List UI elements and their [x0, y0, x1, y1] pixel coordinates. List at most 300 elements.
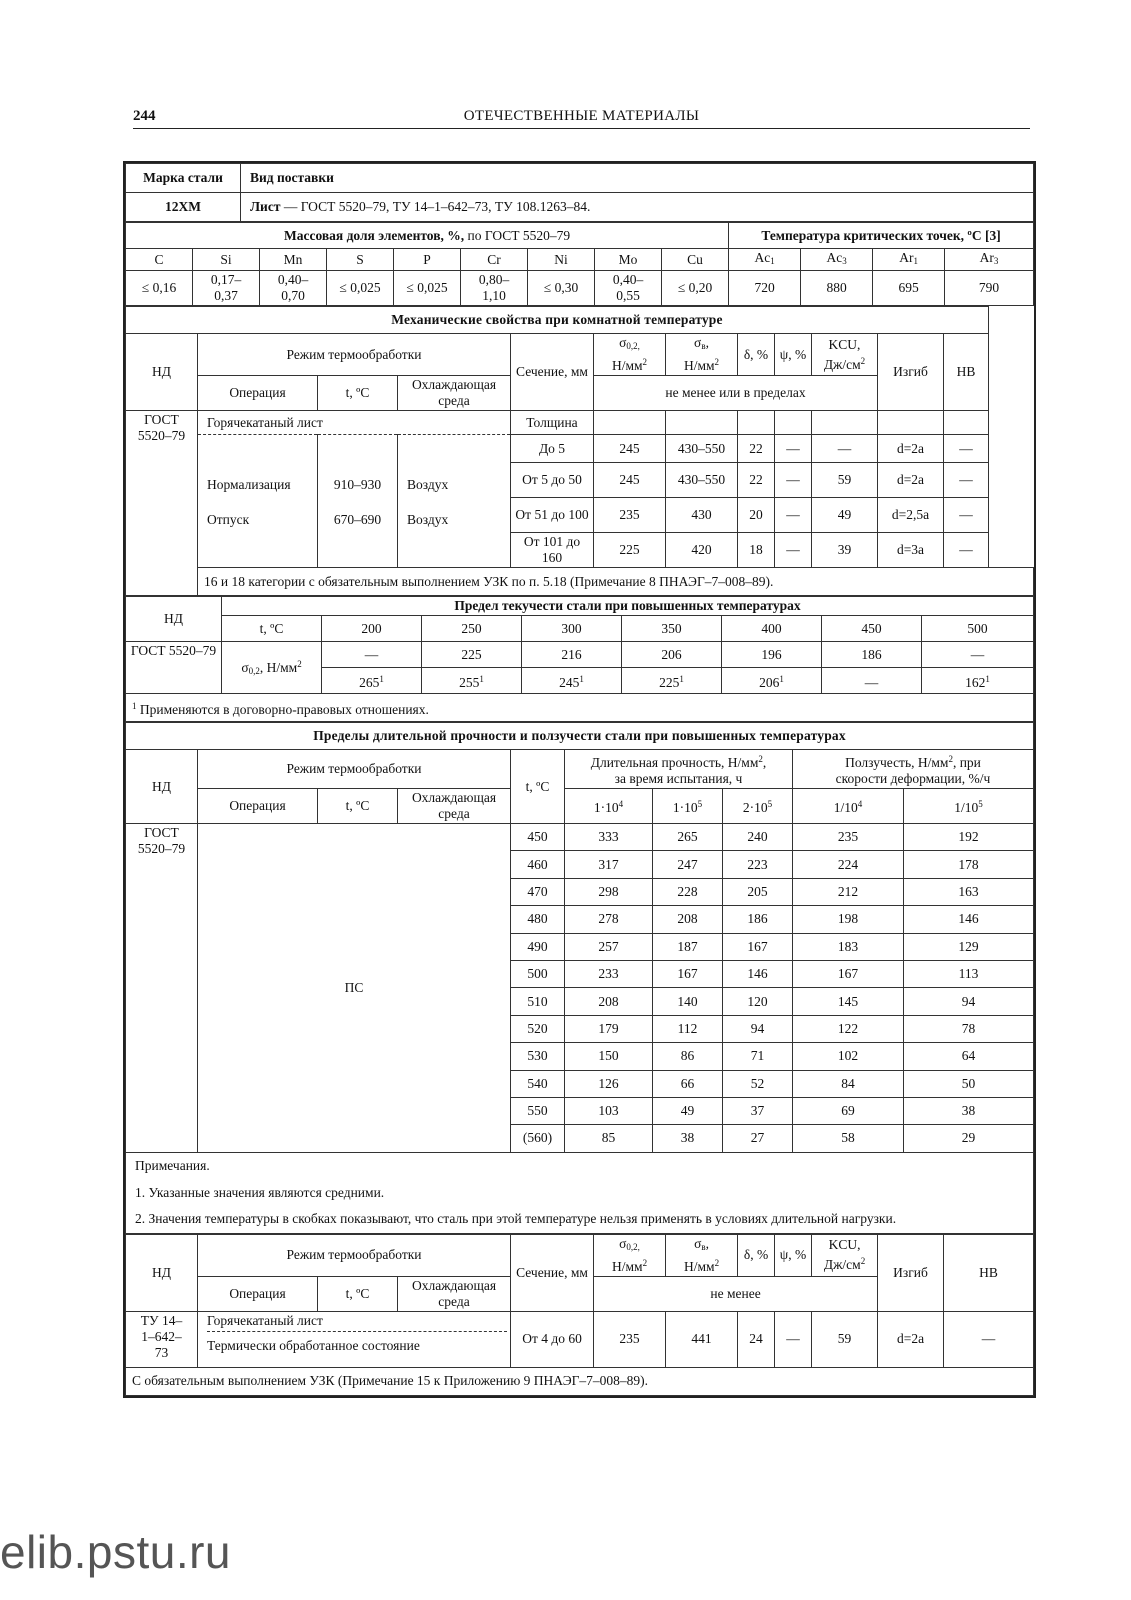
time-exp: 5: [697, 799, 703, 809]
creep-value: 129: [904, 933, 1034, 960]
tu-note: С обязательным выполнением УЗК (Примечание 15 к Приложению 9 ПНАЭГ–7–008–89).: [126, 1367, 1034, 1395]
creep-temp: 450: [511, 824, 565, 851]
critical-point-head: [729, 249, 801, 271]
cell-psi: —: [775, 435, 812, 463]
creep-value: 278: [565, 906, 653, 933]
yield-temp: 350: [622, 616, 722, 642]
yield-nd-head: НД: [126, 597, 222, 642]
critical-point-symbol: Ar: [899, 250, 914, 265]
creep-t-head: t, ºС: [318, 789, 398, 824]
composition-title-bold: Массовая доля элементов, %,: [283, 227, 465, 243]
critical-point-sub: 1: [913, 256, 918, 266]
composition-title: [126, 223, 729, 249]
tu-table: [125, 1234, 1034, 1396]
creep-note-0: Примечания.: [126, 1152, 1034, 1179]
op-cool-value: Воздух: [407, 477, 449, 492]
unit-label: , Н/мм: [259, 660, 298, 675]
sigma-sub: 0,2,: [626, 341, 640, 351]
mech-section-head: Сечение, мм: [511, 334, 594, 411]
creep-value: 178: [904, 851, 1034, 878]
creep-temp: (560): [511, 1125, 565, 1152]
steel-datasheet: [123, 161, 1036, 1398]
cell-psi: —: [775, 533, 812, 568]
sigma-sub: в: [701, 1241, 706, 1252]
yield-temp: 200: [322, 616, 422, 642]
creep-value: 140: [653, 988, 723, 1015]
critical-point-sub: 3: [993, 256, 999, 266]
unit-label: Н/мм: [683, 358, 715, 373]
mech-kcu-head: KCU, $Дж/см^2$: [812, 334, 878, 376]
creep-value: 167: [723, 933, 793, 960]
cell-delta: 20: [738, 498, 775, 533]
strength-head-b: , за время испытания, ч: [614, 755, 767, 786]
creep-value: 66: [653, 1070, 723, 1097]
kcu-label: KCU,: [828, 336, 861, 352]
element-symbol: P: [394, 249, 461, 271]
tu-hb-head: НВ: [944, 1234, 1034, 1311]
sigma-sub: 0,2,: [626, 1241, 640, 1252]
creep-value: 212: [793, 878, 904, 905]
cell-sb: 430–550: [666, 463, 738, 498]
cell-section: От 4 до 60: [511, 1311, 594, 1367]
creep-t-col-head: t, ºС: [511, 750, 565, 824]
cell-psi: —: [775, 498, 812, 533]
creep-temp: 510: [511, 988, 565, 1015]
creep-regime-head: Режим термообработки: [198, 750, 511, 789]
creep-op-head: Операция: [198, 789, 318, 824]
critical-point-value: 790: [945, 271, 1034, 306]
sigma-symbol: σ: [241, 660, 249, 675]
creep-value: 102: [793, 1043, 904, 1070]
cell-kcu: 39: [812, 533, 878, 568]
tu-section-head: Сечение, мм: [511, 1234, 594, 1311]
cell-sb: 420: [666, 533, 738, 568]
yield-value-contract: [322, 668, 422, 694]
yield-nd-value: ГОСТ 5520–79: [126, 642, 222, 694]
mech-t-head: t, ºС: [318, 376, 398, 411]
cell-hb: —: [944, 533, 989, 568]
creep-temp: 520: [511, 1015, 565, 1042]
creep-note-2: 2. Значения температуры в скобках показывают, что сталь при этой температуре нельзя применять в условиях длительной нагрузки.: [126, 1206, 1034, 1233]
creep-nd-value: ГОСТ 5520–79: [126, 824, 198, 1153]
tu-psi-head: ψ, %: [775, 1234, 812, 1276]
creep-value: 257: [565, 933, 653, 960]
yield-table: [125, 596, 1034, 722]
element-symbol: Mo: [595, 249, 662, 271]
yield-value-contract: [422, 668, 522, 694]
mech-nd-head: НД: [126, 334, 198, 411]
yield-sigma-label: $\sigma_{0,2}$, $Н/мм^2$: [222, 642, 322, 694]
grade-table: [125, 163, 1034, 222]
element-symbol: C: [126, 249, 193, 271]
tu-cool-head: Охлаждающая среда: [398, 1276, 511, 1311]
tu-t-head: t, ºС: [318, 1276, 398, 1311]
tu-hot-rolled: Горячекатаный лист: [207, 1313, 507, 1332]
footnote-mark: 1: [132, 700, 137, 711]
footnote-mark: 1: [479, 673, 484, 684]
creep-value: 192: [904, 824, 1034, 851]
element-value: 0,17– 0,37: [193, 271, 260, 306]
table-row: [126, 824, 1034, 851]
tu-regime-cell: [198, 1311, 511, 1367]
creep-rate-col-head: [904, 789, 1034, 824]
creep-value: 38: [904, 1097, 1034, 1124]
yield-value: —: [922, 642, 1034, 668]
yield-value-contract: [822, 668, 922, 694]
critical-point-value: 720: [729, 271, 801, 306]
cell-s02: 245: [594, 463, 666, 498]
mech-limits-head: не менее или в пределах: [594, 376, 878, 411]
creep-value: 145: [793, 988, 904, 1015]
creep-temp: 550: [511, 1097, 565, 1124]
creep-value: 228: [653, 878, 723, 905]
comma: ,: [705, 1235, 709, 1251]
tu-limits-head: не менее: [594, 1276, 878, 1311]
mech-cool-cell: [398, 435, 511, 568]
creep-value: 179: [565, 1015, 653, 1042]
cell-bend: d=2,5a: [878, 498, 944, 533]
creep-head-b: , при скорости деформации, %/ч: [835, 755, 991, 786]
creep-value: 208: [653, 906, 723, 933]
sigma-sub: в: [701, 341, 706, 351]
composition-title-rest: по ГОСТ 5520–79: [464, 227, 571, 243]
creep-value: 163: [904, 878, 1034, 905]
yield-value-contract: [722, 668, 822, 694]
yield-value: —: [322, 642, 422, 668]
cell-s02: 235: [594, 498, 666, 533]
creep-value: 29: [904, 1125, 1034, 1152]
supply-label: Вид поставки: [241, 164, 1034, 193]
element-value: 0,40– 0,70: [260, 271, 327, 306]
mech-sb-head: $\sigma_в$, $Н/мм^2$: [666, 334, 738, 376]
kcu-unit: Дж/см: [823, 1257, 861, 1273]
critical-point-sub: 3: [842, 256, 847, 266]
creep-time-head: [653, 789, 723, 824]
creep-value: 103: [565, 1097, 653, 1124]
creep-value: 187: [653, 933, 723, 960]
yield-value: 186: [822, 642, 922, 668]
creep-nd-head: НД: [126, 750, 198, 824]
critical-point-symbol: Ac: [826, 250, 843, 265]
op-tempering: Отпуск: [207, 512, 250, 527]
creep-time-head: [723, 789, 793, 824]
mech-title: Механические свойства при комнатной температуре: [126, 307, 989, 334]
time-base: 1·10: [593, 800, 619, 815]
cell-section: До 5: [511, 435, 594, 463]
creep-value: 112: [653, 1015, 723, 1042]
critical-point-value: 695: [873, 271, 945, 306]
creep-value: 265: [653, 824, 723, 851]
mech-s02-head: $\sigma_{0,2,}$ $Н/мм^2$: [594, 334, 666, 376]
yield-value: 225: [422, 642, 522, 668]
page-title: ОТЕЧЕСТВЕННЫЕ МАТЕРИАЛЫ: [463, 108, 700, 124]
mech-delta-head: δ, %: [738, 334, 775, 376]
creep-value: 120: [723, 988, 793, 1015]
strength-head-a: Длительная прочность, Н/мм: [590, 755, 759, 770]
time-exp: 5: [767, 799, 773, 809]
creep-value: 52: [723, 1070, 793, 1097]
critical-point-sub: 1: [770, 256, 775, 266]
mech-op-head: Операция: [198, 376, 318, 411]
creep-value: 94: [723, 1015, 793, 1042]
creep-temp: 470: [511, 878, 565, 905]
critical-point-head: [873, 249, 945, 271]
yield-value-contract: [522, 668, 622, 694]
yield-value: 196: [722, 642, 822, 668]
tu-nd-value: ТУ 14– 1–642– 73: [126, 1311, 198, 1367]
op-cool-value: Воздух: [407, 512, 449, 527]
tu-nd-head: НД: [126, 1234, 198, 1311]
creep-value: 71: [723, 1043, 793, 1070]
creep-temp: 460: [511, 851, 565, 878]
unit-label: Н/мм: [611, 1258, 643, 1274]
tu-bend-head: Изгиб: [878, 1234, 944, 1311]
creep-value: 150: [565, 1043, 653, 1070]
creep-cool-head: Охлаждающая среда: [398, 789, 511, 824]
creep-temp: 540: [511, 1070, 565, 1097]
rate-base: 1/10: [954, 800, 979, 815]
creep-strength-head: Длительная прочность, $Н/мм^2$, за время испытания, ч: [565, 750, 793, 789]
creep-value: 49: [653, 1097, 723, 1124]
yield-value-num: —: [864, 674, 879, 690]
creep-value: 69: [793, 1097, 904, 1124]
grade-value: 12ХМ: [126, 193, 241, 222]
unit-label: Н/мм: [683, 1258, 715, 1274]
yield-title: Предел текучести стали при повышенных температурах: [222, 597, 1034, 616]
creep-table: [125, 722, 1034, 1234]
critical-point-head: [945, 249, 1034, 271]
cell-sb: 441: [666, 1311, 738, 1367]
creep-value: 38: [653, 1125, 723, 1152]
creep-note-1: 1. Указанные значения являются средними.: [126, 1179, 1034, 1206]
yield-value-num: 206: [759, 674, 780, 690]
element-value: 0,40– 0,55: [595, 271, 662, 306]
creep-value: 84: [793, 1070, 904, 1097]
cell-delta: 22: [738, 435, 775, 463]
creep-value: 126: [565, 1070, 653, 1097]
critical-point-symbol: Ac: [754, 250, 771, 265]
creep-value: 78: [904, 1015, 1034, 1042]
op-t-value: 670–690: [333, 512, 382, 527]
supply-bold: Лист: [250, 199, 281, 214]
time-exp: 4: [618, 799, 624, 809]
element-value: ≤ 0,025: [327, 271, 394, 306]
mech-regime-head: Режим термообработки: [198, 334, 511, 376]
element-value: ≤ 0,30: [528, 271, 595, 306]
creep-value: 208: [565, 988, 653, 1015]
mech-bend-head: Изгиб: [878, 334, 944, 411]
element-value: ≤ 0,025: [394, 271, 461, 306]
kcu-unit: Дж/см: [823, 356, 861, 372]
creep-title: Пределы длительной прочности и ползучести стали при повышенных температурах: [126, 723, 1034, 750]
yield-value-num: 225: [659, 674, 680, 690]
creep-value: 113: [904, 960, 1034, 987]
cell-hb: —: [944, 435, 989, 463]
creep-value: 94: [904, 988, 1034, 1015]
cell-psi: —: [775, 463, 812, 498]
creep-value: 122: [793, 1015, 904, 1042]
creep-temp: 490: [511, 933, 565, 960]
mechanical-table: [125, 306, 1034, 596]
yield-temp: 450: [822, 616, 922, 642]
yield-value: 216: [522, 642, 622, 668]
element-value: ≤ 0,16: [126, 271, 193, 306]
time-base: 2·10: [742, 800, 768, 815]
composition-table: [125, 222, 1034, 306]
footnote-text: Применяются в договорно-правовых отношениях.: [136, 701, 429, 717]
mech-nd-value: ГОСТ 5520–79: [126, 411, 198, 596]
yield-temp: 500: [922, 616, 1034, 642]
critical-point-symbol: Ar: [979, 250, 994, 265]
cell-psi: —: [775, 1311, 812, 1367]
creep-value: 198: [793, 906, 904, 933]
yield-value-num: 162: [965, 674, 986, 690]
creep-value: 146: [904, 906, 1034, 933]
cell-section: От 5 до 50: [511, 463, 594, 498]
critical-point-head: [801, 249, 873, 271]
comma: ,: [705, 335, 709, 350]
cell-sb: 430–550: [666, 435, 738, 463]
op-t-value: 910–930: [333, 477, 382, 492]
tu-kcu-head: KCU, $Дж/см^2$: [812, 1234, 878, 1276]
element-symbol: Ni: [528, 249, 595, 271]
creep-value: 233: [565, 960, 653, 987]
yield-value-contract: [622, 668, 722, 694]
mech-psi-head: ψ, %: [775, 334, 812, 376]
sigma-sub: 0,2: [248, 666, 260, 676]
tu-state: Термически обработанное состояние: [207, 1337, 420, 1353]
yield-t-head: t, ºС: [222, 616, 322, 642]
footnote-mark: 1: [679, 673, 684, 684]
cell-hb: —: [944, 463, 989, 498]
page-number: 244: [133, 108, 156, 124]
mech-hb-head: НВ: [944, 334, 989, 411]
mech-cool-head: Охлаждающая среда: [398, 376, 511, 411]
cell-bend: d=2a: [878, 1311, 944, 1367]
creep-value: 183: [793, 933, 904, 960]
creep-temp: 530: [511, 1043, 565, 1070]
watermark: elib.pstu.ru: [0, 1526, 232, 1578]
cell-delta: 24: [738, 1311, 775, 1367]
creep-temp: 500: [511, 960, 565, 987]
sigma-symbol: σ: [694, 1235, 702, 1251]
cell-section: От 101 до 160: [511, 533, 594, 568]
cell-s02: 245: [594, 435, 666, 463]
element-symbol: Si: [193, 249, 260, 271]
cell-bend: d=3a: [878, 533, 944, 568]
yield-value-num: 245: [559, 674, 580, 690]
creep-value: 64: [904, 1043, 1034, 1070]
table-row: [126, 1311, 1034, 1367]
unit-label: Н/мм: [611, 358, 643, 373]
yield-value: 206: [622, 642, 722, 668]
page-header: [133, 104, 1030, 129]
cell-bend: d=2a: [878, 435, 944, 463]
cell-kcu: 49: [812, 498, 878, 533]
cell-kcu: 59: [812, 463, 878, 498]
op-normalization: Нормализация: [207, 477, 291, 492]
element-value: 0,80– 1,10: [461, 271, 528, 306]
creep-value: 27: [723, 1125, 793, 1152]
element-symbol: Cr: [461, 249, 528, 271]
rate-base: 1/10: [833, 800, 858, 815]
mech-ops-cell: [198, 435, 318, 568]
creep-value: 50: [904, 1070, 1034, 1097]
tu-s02-head: $\sigma_{0,2,}$ $Н/мм^2$: [594, 1234, 666, 1276]
creep-temp: 480: [511, 906, 565, 933]
cell-sb: 430: [666, 498, 738, 533]
yield-temp: 250: [422, 616, 522, 642]
time-base: 1·10: [672, 800, 698, 815]
mech-t-cell: [318, 435, 398, 568]
sigma-symbol: σ: [619, 335, 627, 350]
tu-op-head: Операция: [198, 1276, 318, 1311]
yield-value-contract: [922, 668, 1034, 694]
sigma-symbol: σ: [694, 335, 702, 350]
creep-value: 167: [653, 960, 723, 987]
creep-value: 205: [723, 878, 793, 905]
element-symbol: Cu: [662, 249, 729, 271]
mech-note: 16 и 18 категории с обязательным выполнением УЗК по п. 5.18 (Примечание 8 ПНАЭГ–7–008–89).: [198, 568, 1034, 596]
cell-kcu: 59: [812, 1311, 878, 1367]
cell-delta: 18: [738, 533, 775, 568]
creep-head-a: Ползучесть, Н/мм: [845, 755, 949, 770]
thickness-label: Толщина: [511, 411, 594, 435]
footnote-mark: 1: [379, 673, 384, 684]
tu-sb-head: $\sigma_в$, $Н/мм^2$: [666, 1234, 738, 1276]
yield-value-num: 265: [359, 674, 380, 690]
creep-value: 333: [565, 824, 653, 851]
creep-value: 235: [793, 824, 904, 851]
creep-regime-value: ПС: [198, 824, 511, 1153]
cell-section: От 51 до 100: [511, 498, 594, 533]
supply-value: [241, 193, 1034, 222]
cell-bend: d=2a: [878, 463, 944, 498]
creep-value: 317: [565, 851, 653, 878]
creep-value: 247: [653, 851, 723, 878]
creep-value: 298: [565, 878, 653, 905]
cell-delta: 22: [738, 463, 775, 498]
cell-hb: —: [944, 498, 989, 533]
creep-time-head: [565, 789, 653, 824]
creep-value: 224: [793, 851, 904, 878]
cell-hb: —: [944, 1311, 1034, 1367]
creep-value: 37: [723, 1097, 793, 1124]
cell-s02: 235: [594, 1311, 666, 1367]
rate-exp: 4: [857, 799, 863, 809]
critical-point-value: 880: [801, 271, 873, 306]
footnote-mark: 1: [779, 673, 784, 684]
cell-kcu: —: [812, 435, 878, 463]
creep-value: 86: [653, 1043, 723, 1070]
creep-value: 167: [793, 960, 904, 987]
kcu-label: KCU,: [828, 1237, 861, 1253]
yield-footnote: [126, 694, 1034, 722]
tu-delta-head: δ, %: [738, 1234, 775, 1276]
creep-value: 240: [723, 824, 793, 851]
creep-value: 186: [723, 906, 793, 933]
yield-value-num: 255: [459, 674, 480, 690]
creep-rate-head: Ползучесть, $Н/мм^2$, при скорости деформации, %/ч: [793, 750, 1034, 789]
element-value: ≤ 0,20: [662, 271, 729, 306]
grade-label: Марка стали: [126, 164, 241, 193]
creep-value: 58: [793, 1125, 904, 1152]
cell-s02: 225: [594, 533, 666, 568]
element-symbol: S: [327, 249, 394, 271]
critical-points-title: Температура критических точек, ºС [3]: [729, 223, 1034, 249]
footnote-mark: 1: [579, 673, 584, 684]
supply-rest: — ГОСТ 5520–79, ТУ 14–1–642–73, ТУ 108.1263–84.: [280, 199, 591, 214]
